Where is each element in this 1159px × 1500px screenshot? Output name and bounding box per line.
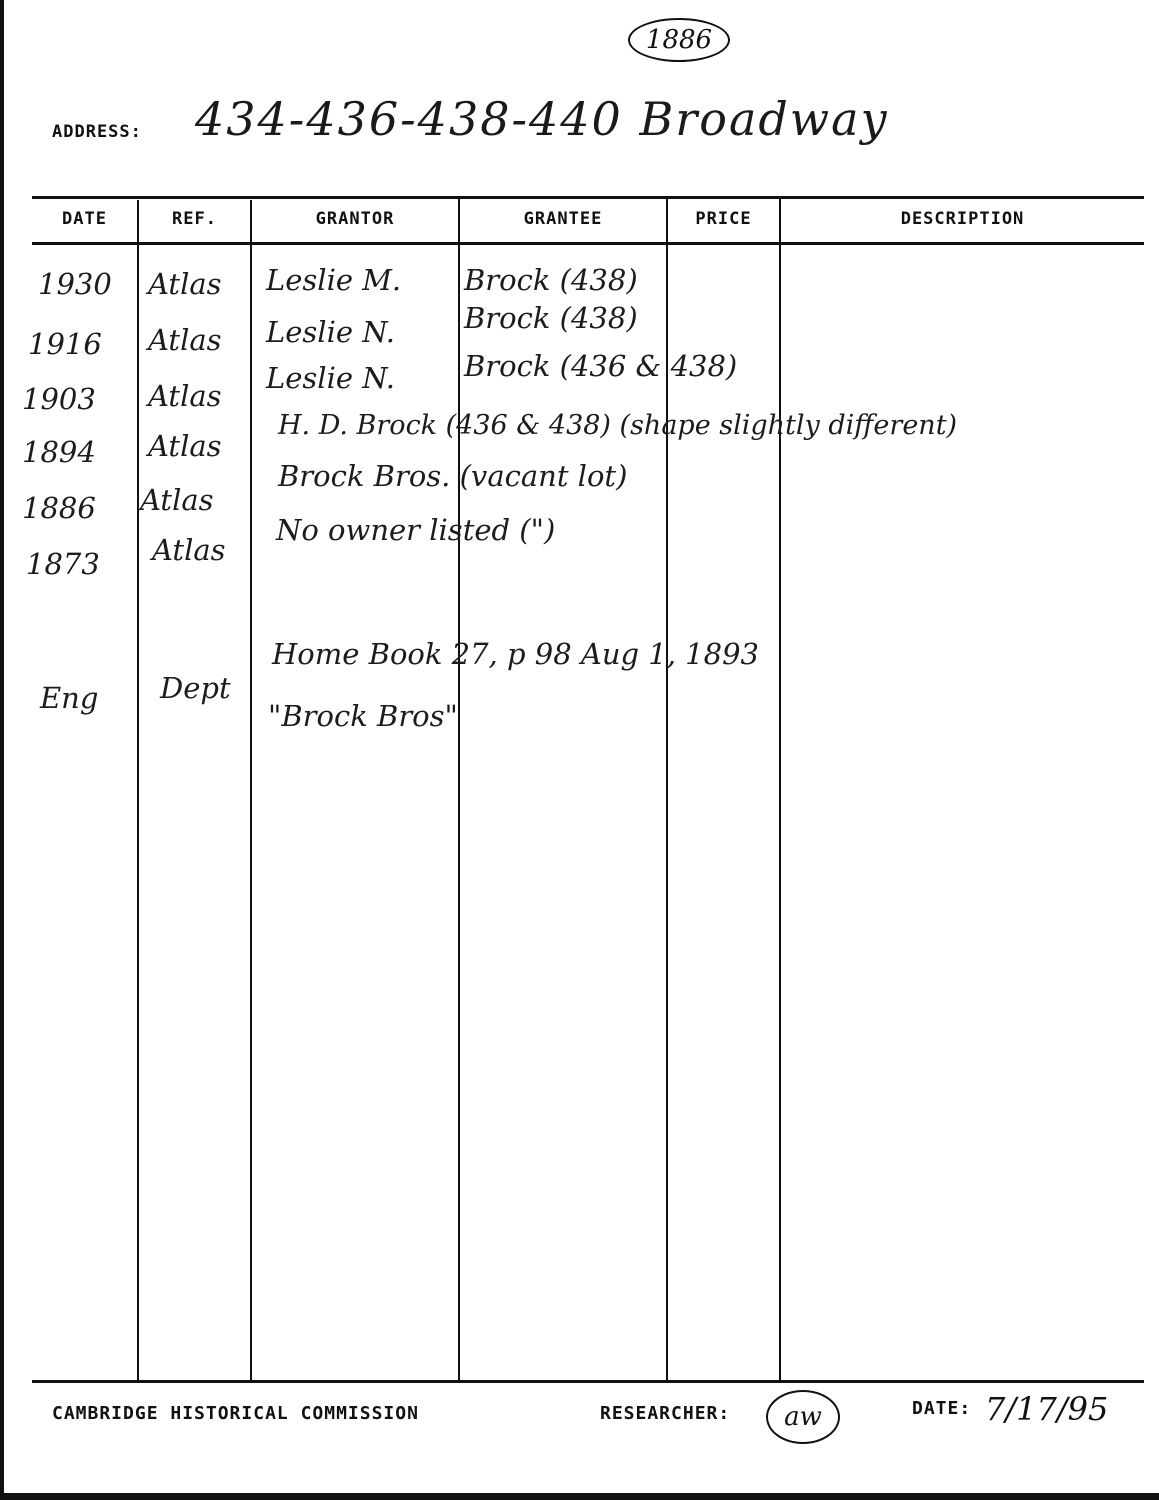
row-ref: Atlas — [148, 429, 222, 463]
researcher-initials: aw — [766, 1390, 840, 1444]
address-value: 434-436-438-440 Broadway — [195, 92, 889, 146]
row-ref: Atlas — [152, 533, 226, 567]
column-header-grantee: GRANTEE — [523, 209, 603, 229]
address-label: ADDRESS: — [52, 122, 142, 142]
row-grantee: Brock (436 & 438) — [464, 349, 738, 383]
col-divider-price-description — [779, 198, 781, 1380]
row-grantor: H. D. Brock (436 & 438) (shape slightly different) — [278, 410, 958, 441]
card-edge-bottom — [0, 1493, 1159, 1500]
column-header-grantor: GRANTOR — [315, 209, 395, 229]
col-divider-date-ref — [137, 200, 139, 1380]
row-date: 1873 — [26, 547, 100, 581]
row-date: 1903 — [22, 382, 96, 416]
row-grantor: Brock Bros. (vacant lot) — [278, 459, 628, 493]
research-date: 7/17/95 — [985, 1390, 1109, 1428]
row-grantor-line-1: Home Book 27, p 98 Aug 1, 1893 — [272, 637, 759, 671]
row-grantee: Brock (438) — [464, 301, 638, 335]
row-grantee: Brock (438) — [464, 263, 638, 297]
col-divider-ref-grantor — [250, 200, 252, 1380]
row-ref: Atlas — [148, 379, 222, 413]
row-date: 1930 — [38, 267, 112, 301]
column-header-ref: REF. — [172, 209, 217, 229]
row-ref: Atlas — [140, 483, 214, 517]
column-header-price: PRICE — [695, 209, 752, 229]
card-edge-left — [0, 0, 4, 1500]
circled-year-stamp: 1886 — [628, 18, 730, 62]
row-grantor: Leslie N. — [266, 361, 395, 395]
row-grantor: No owner listed (") — [276, 513, 556, 547]
row-ref: Dept — [160, 671, 231, 705]
row-date: Eng — [40, 681, 99, 715]
row-date: 1886 — [22, 491, 96, 525]
col-divider-grantor-grantee — [458, 196, 460, 1380]
table-bottom-rule — [32, 1380, 1144, 1383]
row-date: 1916 — [28, 327, 102, 361]
row-ref: Atlas — [148, 323, 222, 357]
column-header-description: DESCRIPTION — [900, 209, 1025, 229]
row-grantor-line-2: "Brock Bros" — [268, 699, 458, 733]
column-header-date: DATE — [62, 209, 107, 229]
organization-name: CAMBRIDGE HISTORICAL COMMISSION — [52, 1403, 419, 1424]
table-top-rule — [32, 196, 1144, 199]
row-ref: Atlas — [148, 267, 222, 301]
researcher-label: RESEARCHER: — [600, 1403, 731, 1424]
table-header-rule — [32, 242, 1144, 245]
row-date: 1894 — [22, 435, 96, 469]
date-label: DATE: — [912, 1398, 972, 1419]
row-grantor: Leslie M. — [266, 263, 402, 297]
row-grantor: Leslie N. — [266, 315, 395, 349]
